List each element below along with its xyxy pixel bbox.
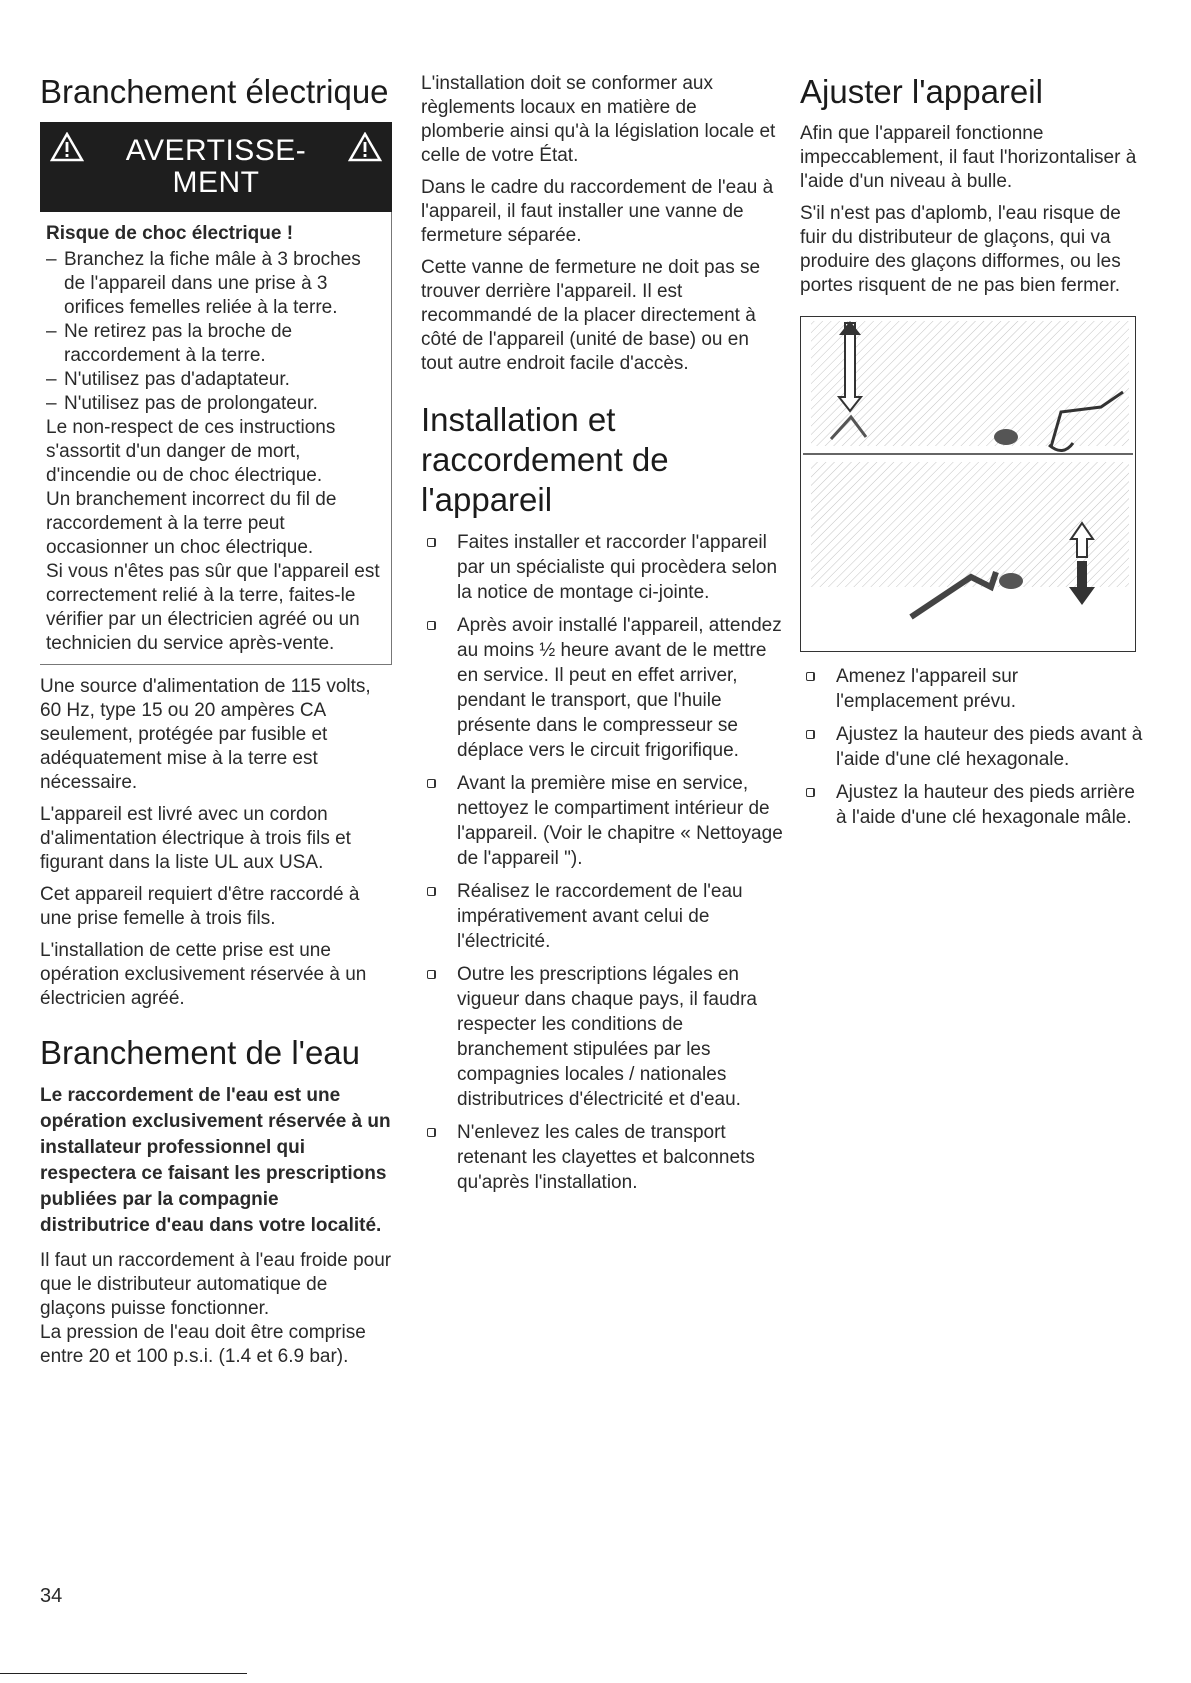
warning-triangle-icon (348, 132, 382, 162)
warning-banner (40, 122, 392, 212)
warning-paragraph: Le non-respect de ces instructions s'assortit d'un danger de mort, d'incendie ou de choc électrique. (46, 417, 336, 486)
list-item: Faites installer et raccorder l'appareil par un spécialiste qui procèdera selon la notice de montage ci-jointe. (421, 530, 783, 605)
paragraph: L'installation de cette prise est une opération exclusivement réservée à un électricien agréé. (40, 940, 367, 1009)
list-item: Avant la première mise en service, nettoyez le compartiment intérieur de l'appareil. (Voir le chapitre « Nettoyage de l'appareil "). (421, 771, 783, 871)
paragraph: Cet appareil requiert d'être raccordé à une prise femelle à trois fils. (40, 884, 360, 929)
warning-paragraph: Un branchement incorrect du fil de raccordement à la terre peut occasionner un choc électrique. (46, 489, 337, 558)
list-item: Amenez l'appareil sur l'emplacement prévu. (800, 664, 1143, 714)
paragraph: Dans le cadre du raccordement de l'eau à l'appareil, il faut installer une vanne de fermeture séparée. (421, 177, 774, 246)
column-1 (40, 72, 392, 1377)
paragraph: Afin que l'appareil fonctionne impeccablement, il faut l'horizontaliser à l'aide d'un niveau à bulle. (800, 123, 1137, 192)
paragraph: L'installation doit se conformer aux règlements locaux en matière de plomberie ainsi qu'à la législation locale et celle de votre État. (421, 73, 776, 166)
column-2 (421, 72, 783, 1203)
list-item: Ajustez la hauteur des pieds arrière à l'aide d'une clé hexagonale mâle. (800, 780, 1143, 830)
warning-item: – N'utilisez pas de prolongateur. (46, 393, 318, 414)
warning-item: – Branchez la fiche mâle à 3 broches de l'appareil dans une prise à 3 orifices femelles reliée à la terre. (46, 249, 361, 318)
paragraph: Cette vanne de fermeture ne doit pas se trouver derrière l'appareil. Il est recommandé de la placer directement à côté de l'appareil (unité de base) ou en tout autre endroit facile d'accès. (421, 257, 761, 374)
warning-risk: Risque de choc électrique ! (46, 223, 294, 244)
leveling-diagram-icon (801, 317, 1135, 651)
paragraph: Une source d'alimentation de 115 volts, 60 Hz, type 15 ou 20 ampères CA seulement, protégée par fusible et adéquatement mise à la terre est nécessaire. (40, 676, 371, 793)
heading-branchement-electrique: Branchement électrique (40, 73, 389, 110)
list-item: N'enlevez les cales de transport retenant les clayettes et balconnets qu'après l'installation. (421, 1120, 783, 1195)
warning-title: AVERTISSE- MENT (125, 134, 307, 199)
list-item: Ajustez la hauteur des pieds avant à l'aide d'une clé hexagonale. (800, 722, 1143, 772)
heading-installation: Installation et raccordement de l'appareil (421, 401, 669, 518)
warning-item: – Ne retirez pas la broche de raccordement à la terre. (46, 321, 293, 366)
warning-paragraph: Si vous n'êtes pas sûr que l'appareil est correctement relié à la terre, faites-le vérifier par un électricien agréé ou un technicien du service après-vente. (46, 561, 380, 654)
leveling-illustration (800, 316, 1136, 652)
list-item: Réalisez le raccordement de l'eau impérativement avant celui de l'électricité. (421, 879, 783, 954)
heading-ajuster: Ajuster l'appareil (800, 73, 1043, 110)
paragraph: Il faut un raccordement à l'eau froide pour que le distributeur automatique de glaçons puisse fonctionner. (40, 1250, 392, 1319)
list-item: Après avoir installé l'appareil, attendez au moins ½ heure avant de le mettre en service. Il peut en effet arriver, pendant le transport, que l'huile présente dans le compresseur se déplace vers le circuit frigorifique. (421, 613, 783, 763)
column-3 (800, 72, 1143, 838)
page-number: 34 (40, 1585, 63, 1607)
warning-body (40, 212, 392, 665)
list-item: Outre les prescriptions légales en vigueur dans chaque pays, il faudra respecter les conditions de branchement stipulées par les compagnies locales / nationales distributrices d'électricité et d'eau. (421, 962, 783, 1112)
paragraph: L'appareil est livré avec un cordon d'alimentation électrique à trois fils et figurant dans la liste UL aux USA. (40, 804, 351, 873)
heading-branchement-eau: Branchement de l'eau (40, 1034, 361, 1071)
footer-rule (0, 1673, 247, 1674)
paragraph: La pression de l'eau doit être comprise entre 20 et 100 p.s.i. (1.4 et 6.9 bar). (40, 1322, 366, 1367)
warning-item: – N'utilisez pas d'adaptateur. (46, 369, 290, 390)
warning-triangle-icon (50, 132, 84, 162)
paragraph: S'il n'est pas d'aplomb, l'eau risque de fuir du distributeur de glaçons, qui va produire des glaçons difformes, ou les portes risquent de ne pas bien fermer. (800, 203, 1121, 296)
water-lead: Le raccordement de l'eau est une opération exclusivement réservée à un installateur professionnel qui respectera ce faisant les prescriptions publiées par la compagnie distributrice d'eau dans votre localité. (40, 1085, 391, 1236)
